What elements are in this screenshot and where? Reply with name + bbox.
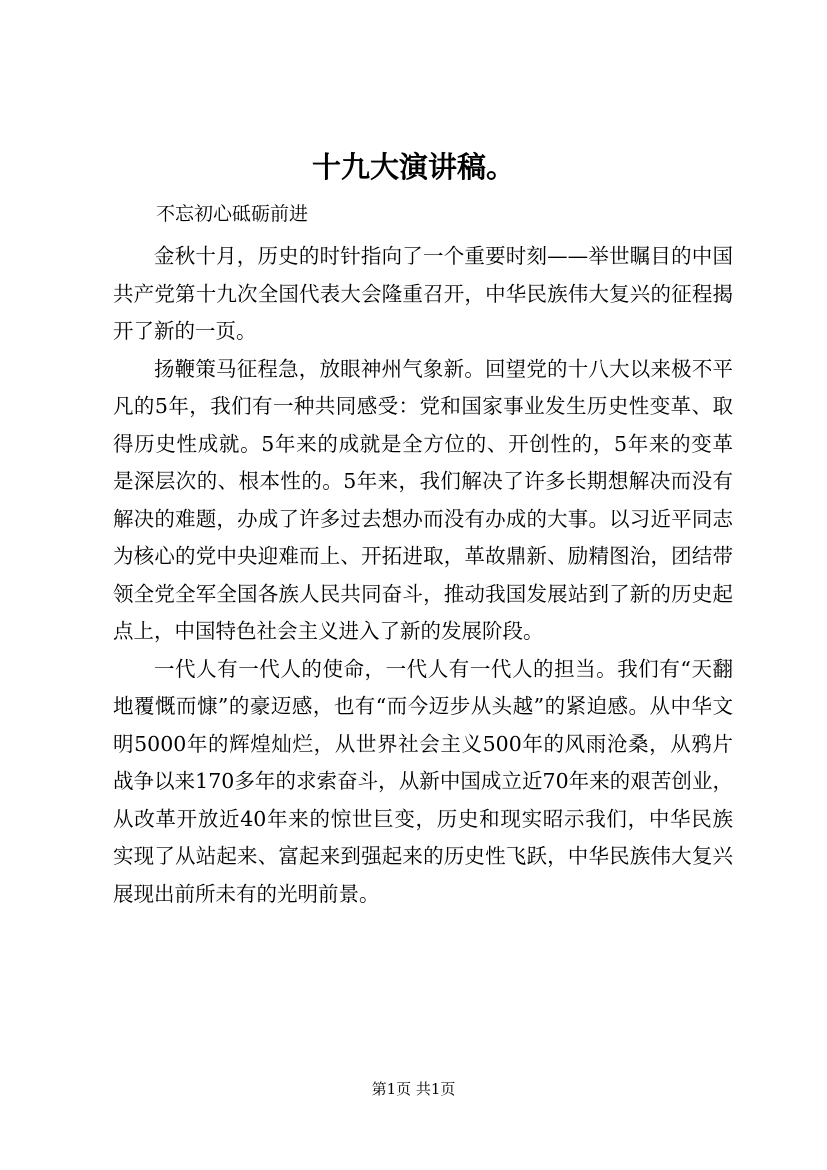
paragraph: 一代人有一代人的使命，一代人有一代人的担当。我们有“天翻地覆慨而慷”的豪迈感，也有“而今迈步从头越”的紧迫感。从中华文明5000年的辉煌灿烂，从世界社会主义500年的风雨沧桑，从鸦片战争以来170多年的求索奋斗，从新中国成立近70年来的艰苦创业，从改革开放近40年来的惊世巨变，历史和现实昭示我们，中华民族实现了从站起来、富起来到强起来的历史性飞跃，中华民族伟大复兴展现出前所未有的光明前景。	[113, 656, 733, 906]
document-body	[113, 238, 733, 913]
page-footer: 第1页 共1页	[371, 1080, 456, 1098]
document-subtitle: 不忘初心砥砺前进	[156, 203, 309, 225]
paragraph: 金秋十月，历史的时针指向了一个重要时刻——举世瞩目的中国共产党第十九次全国代表大会隆重召开，中华民族伟大复兴的征程揭开了新的一页。	[113, 244, 733, 343]
document-title: 十九大演讲稿。	[311, 150, 515, 184]
paragraph: 扬鞭策马征程急，放眼神州气象新。回望党的十八大以来极不平凡的5年，我们有一种共同感受：党和国家事业发生历史性变革、取得历史性成就。5年来的成就是全方位的、开创性的，5年来的变革是深层次的、根本性的。5年来，我们解决了许多长期想解决而没有解决的难题，办成了许多过去想办而没有办成的大事。以习近平同志为核心的党中央迎难而上、开拓进取，革故鼎新、励精图治，团结带领全党全军全国各族人民共同奋斗，推动我国发展站到了新的历史起点上，中国特色社会主义进入了新的发展阶段。	[113, 356, 733, 643]
